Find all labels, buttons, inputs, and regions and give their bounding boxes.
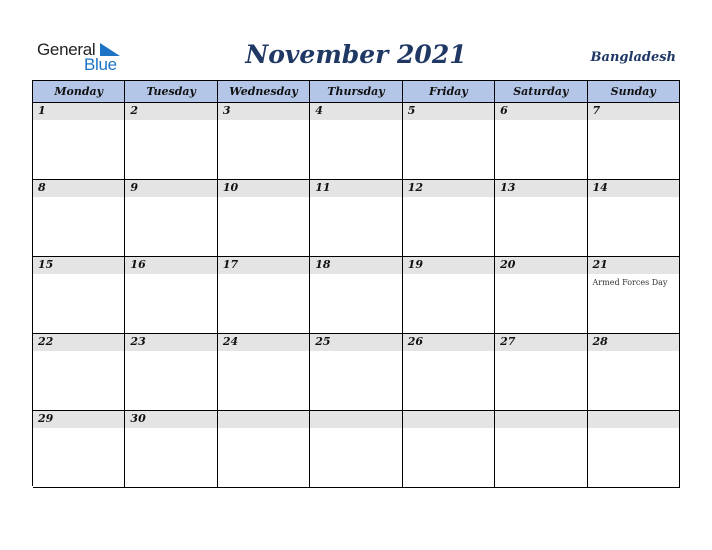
day-number: 2	[130, 104, 139, 117]
day-number-bar	[403, 257, 494, 274]
day-number: 15	[38, 258, 54, 271]
day-cell	[310, 180, 402, 257]
day-number-bar	[33, 180, 124, 197]
day-number-bar	[403, 180, 494, 197]
day-number: 21	[592, 258, 608, 271]
week-row	[33, 257, 680, 334]
weekday-header-row	[33, 81, 680, 103]
day-number: 11	[315, 181, 331, 194]
day-number-bar	[495, 334, 586, 351]
day-number-bar	[495, 180, 586, 197]
day-cell	[310, 103, 402, 180]
day-number-bar	[310, 180, 401, 197]
day-number: 23	[130, 335, 146, 348]
day-cell	[403, 334, 495, 411]
week-row	[33, 103, 680, 180]
weekday-header-saturday: Saturday	[495, 81, 587, 103]
weekday-header-sunday: Sunday	[588, 81, 680, 103]
day-number-bar	[218, 334, 309, 351]
calendar-weeks	[33, 103, 680, 488]
day-number-bar	[125, 257, 216, 274]
day-cell	[403, 103, 495, 180]
day-cell	[588, 257, 680, 334]
day-cell	[33, 180, 125, 257]
day-cell	[125, 411, 217, 488]
day-number: 20	[500, 258, 516, 271]
country-label: Bangladesh	[590, 50, 676, 65]
day-number: 19	[407, 258, 423, 271]
day-number-bar	[310, 334, 401, 351]
day-number-bar	[588, 411, 679, 428]
day-number-bar	[218, 103, 309, 120]
day-number: 13	[500, 181, 516, 194]
day-number-bar	[495, 103, 586, 120]
day-number: 6	[500, 104, 508, 117]
day-cell	[33, 411, 125, 488]
day-number-bar	[218, 411, 309, 428]
day-number-bar	[403, 334, 494, 351]
day-number: 25	[315, 335, 331, 348]
weekday-header-wednesday: Wednesday	[218, 81, 310, 103]
day-number: 5	[407, 104, 416, 117]
day-cell	[218, 257, 310, 334]
day-number: 27	[500, 335, 516, 348]
day-number-bar	[310, 411, 401, 428]
day-number: 14	[592, 181, 608, 194]
weekday-header-friday: Friday	[403, 81, 495, 103]
day-number-bar	[588, 180, 679, 197]
calendar-grid	[32, 80, 680, 486]
day-number: 30	[130, 412, 146, 425]
day-number-bar	[125, 411, 216, 428]
day-number: 17	[222, 258, 239, 271]
day-cell	[33, 103, 125, 180]
logo-word-blue: Blue	[84, 55, 117, 74]
day-cell	[218, 103, 310, 180]
day-cell	[495, 257, 587, 334]
day-cell	[218, 180, 310, 257]
week-row	[33, 180, 680, 257]
day-number-bar	[218, 180, 309, 197]
day-number-bar	[33, 411, 124, 428]
day-number-bar	[588, 334, 679, 351]
day-number-bar	[125, 180, 216, 197]
day-cell	[218, 411, 310, 488]
day-number-bar	[125, 334, 216, 351]
week-row	[33, 334, 680, 411]
day-number-bar	[33, 103, 124, 120]
day-number: 26	[407, 335, 423, 348]
day-number-bar	[403, 411, 494, 428]
logo-word-general: General	[37, 40, 96, 59]
day-cell	[495, 103, 587, 180]
day-number-bar	[310, 103, 401, 120]
weekday-header-thursday: Thursday	[310, 81, 402, 103]
day-number-bar	[33, 257, 124, 274]
day-number: 4	[315, 104, 323, 117]
day-cell	[310, 411, 402, 488]
day-number-bar	[495, 411, 586, 428]
day-number-bar	[125, 103, 216, 120]
day-cell	[218, 334, 310, 411]
day-cell	[310, 334, 402, 411]
day-cell	[588, 103, 680, 180]
day-cell	[588, 411, 680, 488]
day-number: 3	[222, 104, 231, 117]
holiday-label: Armed Forces Day	[592, 278, 668, 287]
day-number-bar	[588, 103, 679, 120]
page-title: November 2021	[245, 40, 467, 69]
week-row	[33, 411, 680, 488]
day-cell	[403, 257, 495, 334]
day-cell	[403, 180, 495, 257]
weekday-header-tuesday: Tuesday	[125, 81, 217, 103]
day-number: 24	[222, 335, 239, 348]
day-number: 1	[38, 104, 46, 117]
day-number: 18	[315, 258, 331, 271]
day-cell	[125, 180, 217, 257]
day-number: 28	[592, 335, 608, 348]
day-number-bar	[218, 257, 309, 274]
day-cell	[588, 180, 680, 257]
day-number-bar	[495, 257, 586, 274]
day-cell	[310, 257, 402, 334]
day-number-bar	[588, 257, 679, 274]
day-cell	[495, 334, 587, 411]
day-cell	[588, 334, 680, 411]
day-number: 29	[38, 412, 54, 425]
day-number: 10	[222, 181, 239, 194]
day-cell	[403, 411, 495, 488]
day-cell	[125, 257, 217, 334]
day-number: 16	[130, 258, 146, 271]
day-cell	[125, 334, 217, 411]
day-cell	[125, 103, 217, 180]
day-number: 9	[130, 181, 139, 194]
day-cell	[495, 411, 587, 488]
day-number-bar	[33, 334, 124, 351]
day-number: 22	[38, 335, 54, 348]
day-cell	[495, 180, 587, 257]
day-number: 8	[38, 181, 46, 194]
day-number: 12	[407, 181, 423, 194]
weekday-header-monday: Monday	[33, 81, 125, 103]
day-number-bar	[310, 257, 401, 274]
day-cell	[33, 257, 125, 334]
day-number: 7	[592, 104, 601, 117]
day-number-bar	[403, 103, 494, 120]
day-cell	[33, 334, 125, 411]
